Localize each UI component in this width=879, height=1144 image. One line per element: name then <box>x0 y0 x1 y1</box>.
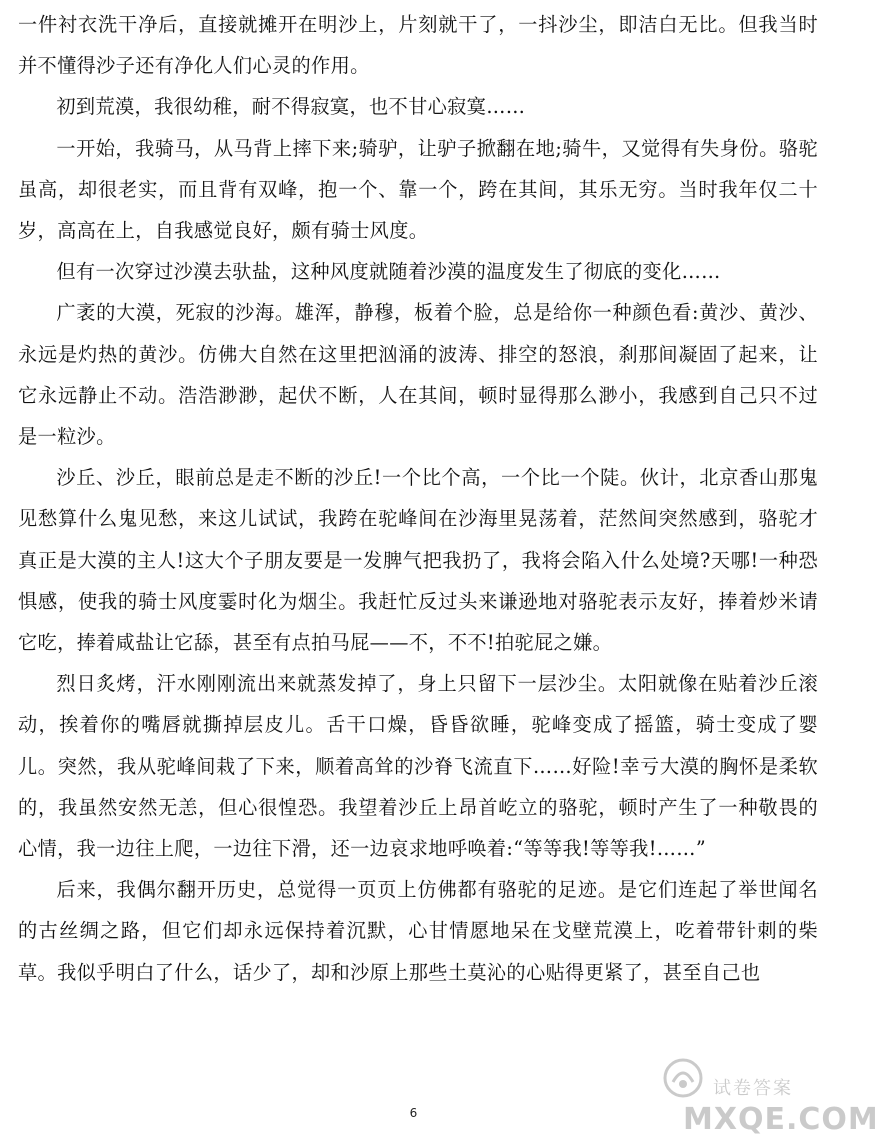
paragraph-6: 沙丘、沙丘，眼前总是走不断的沙丘!一个比个高，一个比一个陡。伙计，北京香山那鬼见愁算什么鬼见愁，来这儿试试，我跨在驼峰间在沙海里晃荡着，茫然间突然感到，骆驼才真正是大漠的主人!这大个子朋友要是一发脾气把我扔了，我将会陷入什么处境?天哪!一种恐惧感，使我的骑士风度霎时化为烟尘。我赶忙反过头来谦逊地对骆驼表示友好，捧着炒米请它吃，捧着咸盐让它舔，甚至有点拍马屁——不，不不!拍驼屁之嫌。 <box>18 466 818 655</box>
paragraph-3: 一开始，我骑马，从马背上摔下来;骑驴，让驴子掀翻在地;骑牛，又觉得有失身份。骆驼虽高，却很老实，而且背有双峰，抱一个、靠一个，跨在其间，其乐无穷。当时我年仅二十岁，高高在上，自我感觉良好，颇有骑士风度。 <box>18 136 818 243</box>
paragraph-2: 初到荒漠，我很幼稚，耐不得寂寞，也不甘心寂寞…… <box>56 95 526 119</box>
watermark-cn-text: 试卷答案 <box>713 1078 793 1099</box>
document-page <box>18 0 818 1144</box>
page-number: 6 <box>409 1106 418 1120</box>
paragraph-1: 一件衬衣洗干净后，直接就摊开在明沙上，片刻就干了，一抖沙尘，即洁白无比。但我当时并不懂得沙子还有净化人们心灵的作用。 <box>18 13 818 78</box>
watermark-en-text: MXQE.COM <box>683 1102 879 1137</box>
paragraph-4: 但有一次穿过沙漠去驮盐，这种风度就随着沙漠的温度发生了彻底的变化…… <box>56 260 721 284</box>
paragraph-5: 广袤的大漠，死寂的沙海。雄浑，静穆，板着个脸，总是给你一种颜色看:黄沙、黄沙、永远是灼热的黄沙。仿佛大自然在这里把汹涌的波涛、排空的怒浪，刹那间凝固了起来，让它永远静止不动。浩浩渺渺，起伏不断，人在其间，顿时显得那么渺小，我感到自己只不过是一粒沙。 <box>18 301 818 449</box>
paragraph-8: 后来，我偶尔翻开历史，总觉得一页页上仿佛都有骆驼的足迹。是它们连起了举世闻名的古丝绸之路，但它们却永远保持着沉默，心甘情愿地呆在戈壁荒漠上，吃着带针刺的柴草。我似乎明白了什么，话少了，却和沙原上那些土莫沁的心贴得更紧了，甚至自己也 <box>18 878 818 984</box>
paragraph-7: 烈日炙烤，汗水刚刚流出来就蒸发掉了，身上只留下一层沙尘。太阳就像在贴着沙丘滚动，挨着你的嘴唇就撕掉层皮儿。舌干口燥，昏昏欲睡，驼峰变成了摇篮，骑士变成了婴儿。突然，我从驼峰间栽了下来，顺着高耸的沙脊飞流直下……好险!幸亏大漠的胸怀是柔软的，我虽然安然无恙，但心很惶恐。我望着沙丘上昂首屹立的骆驼，顿时产生了一种敬畏的心情，我一边往上爬，一边往下滑，还一边哀求地呼唤着:“等等我!等等我!……” <box>18 672 818 861</box>
